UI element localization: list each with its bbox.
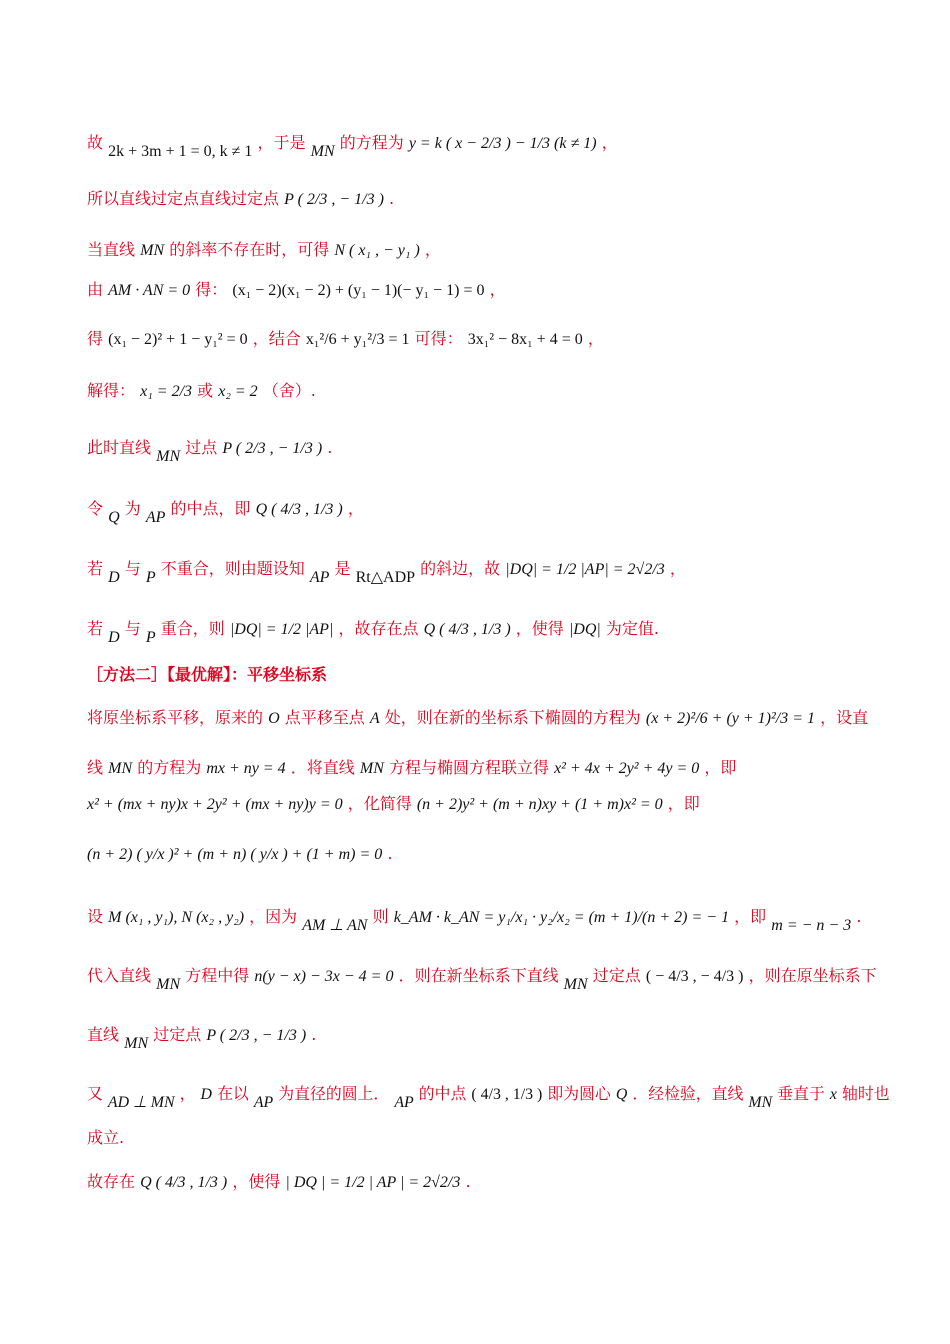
formula: AD ⊥ MN xyxy=(107,1094,175,1111)
text: 与 xyxy=(124,559,141,578)
formula: MN xyxy=(156,976,181,993)
text: 得 xyxy=(87,329,104,348)
text: ， xyxy=(347,499,364,518)
line-10 xyxy=(87,618,862,646)
text: ， xyxy=(489,280,506,299)
text: 又 xyxy=(87,1084,103,1103)
text: 处，则在新的坐标系下椭圆的方程为 xyxy=(384,708,641,727)
line-14 xyxy=(87,793,862,816)
formula: N ( x₁ , − y₁ ) xyxy=(334,242,420,259)
formula: MN xyxy=(563,976,588,993)
text: 若 xyxy=(87,559,104,578)
text: 若 xyxy=(87,619,104,638)
formula: AP xyxy=(253,1094,274,1111)
formula: Q xyxy=(615,1086,628,1103)
formula: M (x₁ , y₁), N (x₂ , y₂) xyxy=(108,909,245,926)
line-2 xyxy=(87,188,862,211)
line-6 xyxy=(87,380,862,403)
text: 垂直于 xyxy=(777,1084,825,1103)
text: 在以 xyxy=(217,1084,249,1103)
formula: mx + ny = 4 xyxy=(206,760,286,777)
text: ，即 xyxy=(704,758,737,777)
formula: Q ( 4/3 , 1/3 ) xyxy=(255,501,343,518)
line-16 xyxy=(87,906,862,934)
text: ， xyxy=(179,1084,196,1103)
text: ，即 xyxy=(667,794,700,813)
formula: ( − 4/3 , − 4/3 ) xyxy=(645,968,744,985)
formula: Q xyxy=(108,509,120,526)
text: . xyxy=(465,1172,471,1191)
formula: n(y − x) − 3x − 4 = 0 xyxy=(254,968,394,985)
formula: Q ( 4/3 , 1/3 ) xyxy=(423,621,511,638)
text: ，则在原坐标系下 xyxy=(748,966,877,985)
text: . xyxy=(327,438,333,457)
text: 令 xyxy=(87,499,104,518)
text: ，化简得 xyxy=(347,794,412,813)
formula: O xyxy=(268,710,280,727)
formula: AP xyxy=(309,569,330,586)
formula: ( 4/3 , 1/3 ) xyxy=(471,1086,543,1103)
text: 为直径的圆上． xyxy=(278,1084,390,1103)
formula: k_AM · k_AN = y₁/x₁ · y₂/x₂ = (m + 1)/(n + 2) = − 1 xyxy=(393,909,730,926)
text: 则 xyxy=(372,907,389,926)
text: 的中点 xyxy=(418,1084,467,1103)
heading-text: ［方法二］【最优解】：平移坐标系 xyxy=(87,665,328,684)
line-1 xyxy=(87,132,862,160)
formula: P xyxy=(145,569,156,586)
formula: D xyxy=(200,1086,213,1103)
text: 过定点 xyxy=(592,966,641,985)
line-4 xyxy=(87,279,862,302)
formula: 3x₁² − 8x₁ + 4 = 0 xyxy=(467,331,583,348)
text: ，故存在点 xyxy=(338,619,419,638)
formula: x₁²/6 + y₁²/3 = 1 xyxy=(305,331,410,348)
text: 方程与椭圆方程联立得 xyxy=(388,758,549,777)
line-8 xyxy=(87,498,862,526)
text: 与 xyxy=(124,619,141,638)
formula: D xyxy=(108,629,120,646)
text: 可得： xyxy=(414,329,463,348)
formula: (n + 2) ( y/x )² + (m + n) ( y/x ) + (1 + m) = 0 xyxy=(87,846,383,863)
text: ，使得 xyxy=(232,1172,281,1191)
line-17 xyxy=(87,965,877,993)
formula: (n + 2)y² + (m + n)xy + (1 + m)x² = 0 xyxy=(416,796,663,813)
text: 成立. xyxy=(87,1128,125,1147)
text: 过点 xyxy=(185,438,218,457)
line-21 xyxy=(87,1171,862,1194)
formula: MN xyxy=(310,143,335,160)
text: ，因为 xyxy=(249,907,298,926)
text: 的方程为 xyxy=(339,133,404,152)
method-heading xyxy=(87,664,862,686)
formula: 2k + 3m + 1 = 0, k ≠ 1 xyxy=(108,143,253,160)
text: 过定点 xyxy=(153,1025,202,1044)
text: 的斜率不存在时，可得 xyxy=(169,240,330,259)
line-3 xyxy=(87,239,862,262)
text: . xyxy=(856,907,862,926)
formula: MN xyxy=(748,1094,773,1111)
text: 线 xyxy=(87,758,104,777)
text: ，结合 xyxy=(252,329,301,348)
formula: x² + (mx + ny)x + 2y² + (mx + ny)y = 0 xyxy=(87,796,343,813)
formula: P ( 2/3 , − 1/3 ) xyxy=(222,440,323,457)
line-19 xyxy=(87,1083,890,1111)
text: ．将直线 xyxy=(290,758,355,777)
text: 此时直线 xyxy=(87,438,152,457)
text: ， xyxy=(601,133,618,152)
text: 故 xyxy=(87,133,104,152)
text: ，于是 xyxy=(257,133,306,152)
formula: | DQ | = 1/2 | AP | = 2√2/3 xyxy=(285,1174,461,1191)
text: ．则在新坐标系下直线 xyxy=(398,966,559,985)
line-13 xyxy=(87,757,862,780)
text: 或 xyxy=(197,381,214,400)
text: ， xyxy=(424,240,441,259)
formula: MN xyxy=(359,760,384,777)
formula: AM · AN = 0 xyxy=(108,282,191,299)
formula: Rt△ADP xyxy=(355,569,416,586)
text: 点平移至点 xyxy=(284,708,365,727)
text: 将原坐标系平移，原来的 xyxy=(87,708,264,727)
text: 由 xyxy=(87,280,104,299)
text: . xyxy=(389,189,395,208)
text: 解得： xyxy=(87,381,136,400)
text: 当直线 xyxy=(87,240,136,259)
formula: y = k ( x − 2/3 ) − 1/3 (k ≠ 1) xyxy=(408,135,597,152)
text: 所以直线过定点直线过定点 xyxy=(87,189,280,208)
text: ，设直 xyxy=(820,708,869,727)
formula: AP xyxy=(394,1094,414,1111)
text: 代入直线 xyxy=(87,966,152,985)
formula: AP xyxy=(145,509,166,526)
text: 的斜边，故 xyxy=(420,559,501,578)
line-18 xyxy=(87,1024,862,1052)
line-5 xyxy=(87,328,862,351)
formula: MN xyxy=(124,1035,149,1052)
formula: |DQ| = 1/2 |AP| = 2√2/3 xyxy=(505,561,665,578)
formula: Q ( 4/3 , 1/3 ) xyxy=(140,1174,228,1191)
formula: AM ⊥ AN xyxy=(302,917,368,934)
text: （舍）. xyxy=(262,381,316,400)
formula: x xyxy=(829,1086,837,1103)
text: 不重合，则由题设知 xyxy=(160,559,305,578)
formula: x₂ = 2 xyxy=(218,383,258,400)
text: ，使得 xyxy=(515,619,564,638)
line-20 xyxy=(87,1127,862,1149)
text: 即为圆心 xyxy=(547,1084,611,1103)
formula: x₁ = 2/3 xyxy=(140,383,193,400)
text: 为 xyxy=(124,499,141,518)
text: ，即 xyxy=(734,907,767,926)
formula: |DQ| xyxy=(568,621,601,638)
text: 的方程为 xyxy=(137,758,202,777)
text: ， xyxy=(587,329,604,348)
formula: P ( 2/3 , − 1/3 ) xyxy=(206,1027,307,1044)
formula: (x₁ − 2)(x₁ − 2) + (y₁ − 1)(− y₁ − 1) = 0 xyxy=(232,282,485,299)
line-7 xyxy=(87,437,862,465)
text: 轴时也 xyxy=(841,1084,890,1103)
line-15 xyxy=(87,843,862,866)
formula: MN xyxy=(156,448,181,465)
text: . xyxy=(311,1025,317,1044)
formula: MN xyxy=(108,760,133,777)
formula: A xyxy=(369,710,380,727)
formula: P ( 2/3 , − 1/3 ) xyxy=(284,191,384,208)
text: 的中点，即 xyxy=(170,499,251,518)
formula: P xyxy=(145,629,156,646)
formula: (x₁ − 2)² + 1 − y₁² = 0 xyxy=(108,331,248,348)
text: 重合，则 xyxy=(160,619,225,638)
text: 得： xyxy=(195,280,228,299)
formula: m = − n − 3 xyxy=(771,917,852,934)
text: 设 xyxy=(87,907,104,926)
text: ， xyxy=(669,559,686,578)
text: 是 xyxy=(334,559,351,578)
text: . xyxy=(387,844,393,863)
formula: (x + 2)²/6 + (y + 1)²/3 = 1 xyxy=(645,710,816,727)
formula: MN xyxy=(140,242,165,259)
text: 故存在 xyxy=(87,1172,136,1191)
line-9 xyxy=(87,558,862,586)
formula: |DQ| = 1/2 |AP| xyxy=(229,621,334,638)
text: 为定值. xyxy=(605,619,659,638)
formula: D xyxy=(108,569,120,586)
line-12 xyxy=(87,707,869,730)
text: ．经检验，直线 xyxy=(632,1084,744,1103)
text: 直线 xyxy=(87,1025,120,1044)
formula: x² + 4x + 2y² + 4y = 0 xyxy=(554,760,700,777)
text: 方程中得 xyxy=(185,966,250,985)
